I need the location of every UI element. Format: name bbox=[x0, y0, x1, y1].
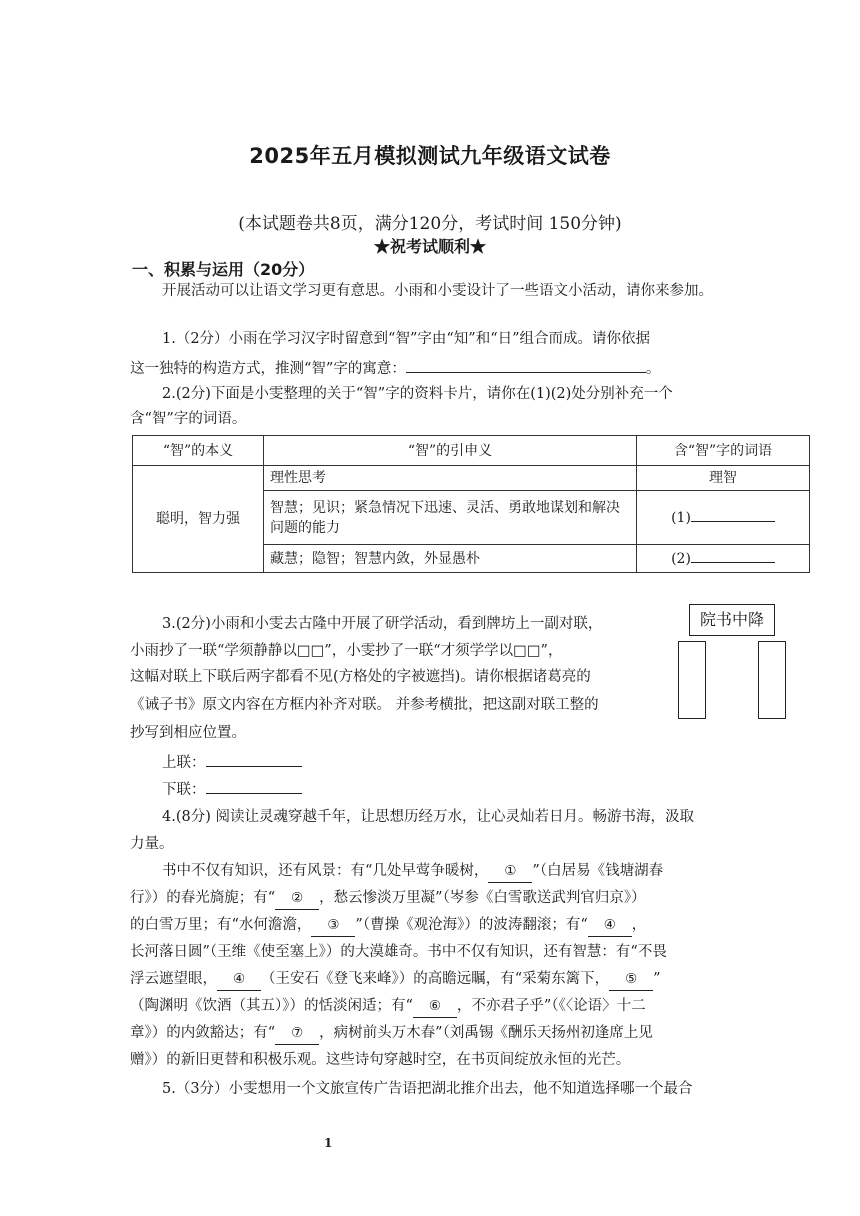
q4-text: ， bbox=[631, 917, 647, 933]
word-row-3 bbox=[637, 545, 810, 573]
q4-para-line4: 长河落日圆”（王维《使至塞上》）的大漠雄奇。书中不仅有知识，还有智慧：有“不畏 bbox=[130, 944, 667, 960]
q4-text: 章》）的内敛豁达；有“ bbox=[130, 1025, 276, 1041]
section-heading: 一、积累与运用（20分） bbox=[132, 260, 315, 279]
exam-title: 2025年五月模拟测试九年级语文试卷 bbox=[249, 144, 611, 168]
meaning-row-1: 理性思考 bbox=[264, 466, 637, 491]
q4-text: （王安石《登飞来峰》）的高瞻远瞩，有“采菊东篱下， bbox=[261, 971, 610, 987]
meaning-row-2: 智慧；见识；紧急情况下迅速、灵活、勇敢地谋划和解决问题的能力 bbox=[264, 491, 637, 545]
q4-line2: 力量。 bbox=[130, 836, 174, 852]
q4-para-line1 bbox=[162, 860, 762, 883]
q3-line4: 《诫子书》原文内容在方框内补齐对联。 并参考横批，把这副对联工整的 bbox=[130, 697, 599, 713]
section-intro: 开展活动可以让语文学习更有意思。小雨和小雯设计了一些语文小活动，请你来参加。 bbox=[162, 283, 713, 299]
q4-text: 行》）的春光旖旎；有“ bbox=[130, 890, 276, 906]
q5-line1: 5.（3分）小雯想用一个文旅宣传广告语把湖北推介出去，他不知道选择哪一个最合 bbox=[162, 1081, 693, 1097]
word-blank-2[interactable] bbox=[691, 548, 775, 563]
horizontal-scroll-box: 院书中降 bbox=[689, 604, 775, 636]
q4-para-line8: 赠》）的新旧更替和积极乐观。这些诗句穿越时空，在书页间绽放永恒的光芒。 bbox=[130, 1052, 631, 1068]
q4-para-line3 bbox=[130, 914, 730, 937]
q4-para-line5 bbox=[130, 968, 730, 991]
q4-text: ”（白居易《钱塘湖春 bbox=[532, 863, 664, 879]
q3-line1: 3.(2分)小雨和小雯去古隆中开展了研学活动，看到牌坊上一副对联， bbox=[162, 616, 603, 632]
good-luck-line: ★祝考试顺利★ bbox=[373, 237, 486, 256]
zhi-info-card bbox=[132, 435, 810, 573]
q1-prompt: 这一独特的构造方式，推测“智”字的寓意： bbox=[130, 361, 406, 377]
word-row-1: 理智 bbox=[637, 466, 810, 491]
q4-text: 的白雪万里；有“水何澹澹， bbox=[130, 917, 312, 933]
q4-text: （陶渊明《饮酒（其五）》）的恬淡闲适；有“ bbox=[130, 998, 413, 1014]
q3-line5: 抄写到相应位置。 bbox=[130, 725, 246, 741]
poem-blank-7[interactable]: ⑦ bbox=[275, 1022, 319, 1045]
lower-couplet-label: 下联： bbox=[162, 782, 206, 798]
poem-blank-4b[interactable]: ④ bbox=[217, 968, 261, 991]
q4-text: ，病树前头万木春”（刘禹锡《酬乐天扬州初逢席上见 bbox=[319, 1025, 653, 1041]
q1-end: 。 bbox=[645, 361, 661, 377]
meaning-row-3: 藏慧；隐智；智慧内敛，外显愚朴 bbox=[264, 545, 637, 573]
q4-line1: 4.(8分) 阅读让灵魂穿越千年，让思想历经万水，让心灵灿若日月。畅游书海，汲取 bbox=[162, 809, 694, 825]
poem-blank-3[interactable]: ③ bbox=[311, 914, 355, 937]
couplet-right-box[interactable] bbox=[758, 641, 786, 719]
upper-couplet-blank[interactable] bbox=[206, 750, 302, 767]
q3-line3: 这幅对联上下联后两字都看不见(方格处的字被遮挡)。请你根据诸葛亮的 bbox=[130, 669, 591, 685]
poem-blank-6[interactable]: ⑥ bbox=[413, 995, 457, 1018]
lower-couplet-blank[interactable] bbox=[206, 777, 302, 794]
q4-text: ，不亦君子乎”（《〈论语〉十二 bbox=[456, 998, 646, 1014]
exam-subtitle: (本试题卷共8页，满分120分，考试时间 150分钟) bbox=[238, 214, 622, 234]
lower-couplet-line bbox=[162, 777, 762, 801]
q4-para-line2 bbox=[130, 887, 730, 910]
word-blank-1-label: (1) bbox=[671, 510, 691, 526]
poem-blank-2[interactable]: ② bbox=[275, 887, 319, 910]
header-words: 含“智”字的词语 bbox=[637, 436, 810, 466]
q1-line2 bbox=[130, 356, 730, 380]
q4-text: 浮云遮望眼， bbox=[130, 971, 217, 987]
q1-line1: 1.（2分）小雨在学习汉字时留意到“智”字由“知”和“日”组合而成。请你依据 bbox=[162, 331, 651, 347]
upper-couplet-label: 上联： bbox=[162, 755, 206, 771]
page-number: 1 bbox=[324, 1136, 333, 1150]
q4-text: ，愁云惨淡万里凝”（岑参《白雪歌送武判官归京》） bbox=[319, 890, 646, 906]
word-blank-2-label: (2) bbox=[671, 551, 691, 567]
header-extended-meaning: “智”的引申义 bbox=[264, 436, 637, 466]
q3-line2: 小雨抄了一联“学须静静以□□”，小雯抄了一联“才须学学以□□”， bbox=[130, 643, 563, 659]
q4-text: 书中不仅有知识，还有风景：有“几处早莺争暖树， bbox=[162, 863, 489, 879]
q2-line1: 2.(2分)下面是小雯整理的关于“智”字的资料卡片，请你在(1)(2)处分别补充一个 bbox=[162, 386, 673, 402]
q1-answer-blank[interactable] bbox=[406, 356, 646, 373]
q2-line2: 含“智”字的词语。 bbox=[130, 411, 247, 427]
poem-blank-4a[interactable]: ④ bbox=[588, 914, 632, 937]
original-meaning-cell: 聪明，智力强 bbox=[133, 466, 264, 573]
upper-couplet-line bbox=[162, 750, 762, 774]
q4-para-line6 bbox=[130, 995, 730, 1018]
word-row-2 bbox=[637, 491, 810, 545]
poem-blank-1[interactable]: ① bbox=[488, 860, 532, 883]
poem-blank-5[interactable]: ⑤ bbox=[609, 968, 653, 991]
header-original-meaning: “智”的本义 bbox=[133, 436, 264, 466]
word-blank-1[interactable] bbox=[691, 507, 775, 522]
couplet-left-box[interactable] bbox=[678, 641, 706, 719]
q4-text: ” bbox=[653, 971, 661, 987]
q4-para-line7 bbox=[130, 1022, 730, 1045]
q4-text: ”（曹操《观沧海》）的波涛翻滚；有“ bbox=[355, 917, 588, 933]
